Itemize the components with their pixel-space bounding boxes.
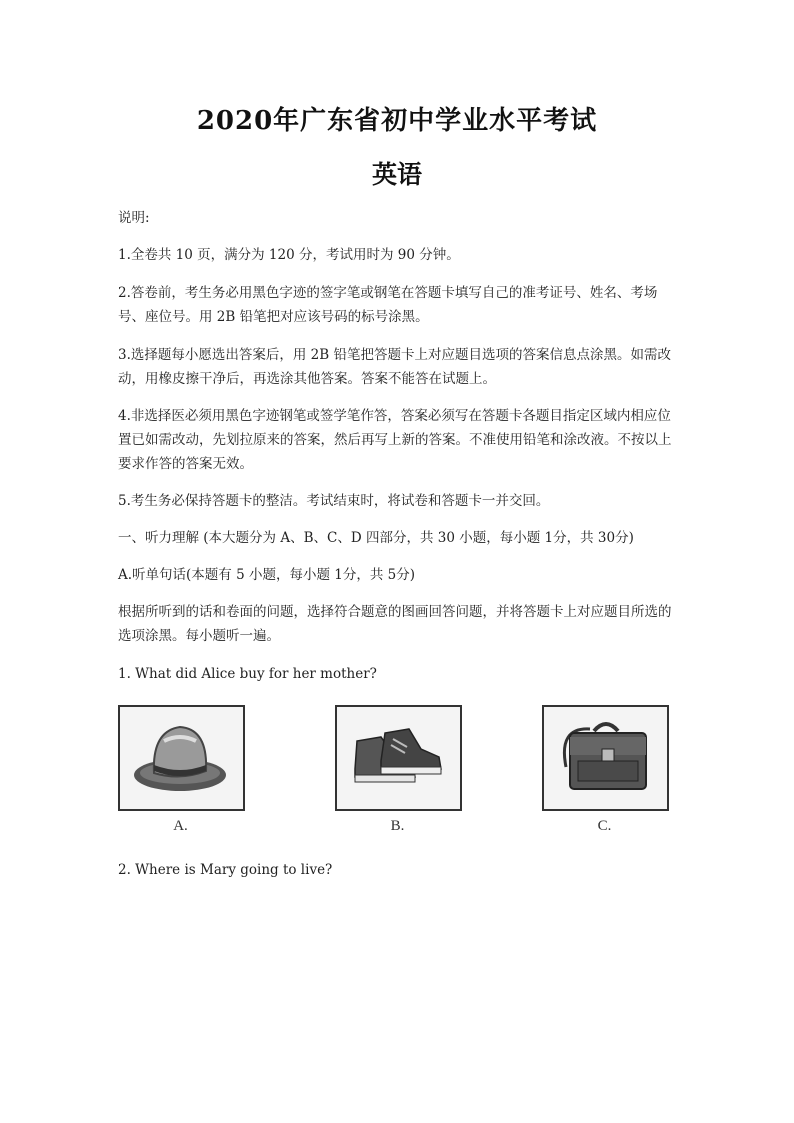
option-b: [335, 705, 460, 835]
instruction-item: 1.全卷共 10 页，满分为 120 分，考试用时为 90 分钟。: [118, 247, 460, 263]
instructions-heading: 说明:: [118, 210, 150, 226]
instruction-item: 3.选择题每小愿选出答案后，用 2B 铅笔把答题卡上对应题目选项的答案信息点涂黑。如需改动，用橡皮擦干净后，再选涂其他答案。答案不能答在试题上。: [118, 347, 671, 387]
option-label: A.: [173, 818, 188, 834]
option-c: [542, 705, 667, 835]
section-heading: 一、听力理解 (本大题分为 A、B、C、D 四部分，共 30 小题，每小题 1分，共 30分): [118, 530, 634, 546]
option-label: C.: [597, 818, 612, 834]
subject-title: 英语: [371, 160, 422, 189]
question-1-options: [118, 705, 658, 840]
option-a: [118, 705, 243, 835]
hat-icon: [118, 705, 245, 811]
question-1: 1. What did Alice buy for her mother?: [118, 666, 377, 682]
sneakers-icon: [335, 705, 462, 811]
option-label: B.: [390, 818, 405, 834]
instruction-item: 4.非选择医必须用黑色字迹钢笔或签学笔作答，答案必须写在答题卡各题目指定区域内相应位置已如需改动，先划拉原来的答案，然后再写上新的答案。不准使用铅笔和涂改液。不按以上要求作答的答案无效。: [118, 408, 672, 472]
directions-text: 根据所听到的话和卷面的问题，选择符合题意的图画回答问题，并将答题卡上对应题目所选的选项涂黑。每小题听一遍。: [118, 604, 672, 644]
part-heading: A.听单句话(本题有 5 小题，每小题 1分，共 5分): [118, 567, 416, 583]
bag-icon: [542, 705, 669, 811]
page-title: 2020年广东省初中学业水平考试: [196, 106, 598, 136]
instruction-item: 5.考生务必保持答题卡的整洁。考试结束时，将试卷和答题卡一并交回。: [118, 493, 550, 509]
instruction-item: 2.答卷前，考生务必用黑色字迹的签字笔或钢笔在答题卡填写自己的准考证号、姓名、考场号、座位号。用 2B 铅笔把对应该号码的标号涂黑。: [118, 285, 658, 325]
question-2: 2. Where is Mary going to live?: [118, 862, 333, 878]
